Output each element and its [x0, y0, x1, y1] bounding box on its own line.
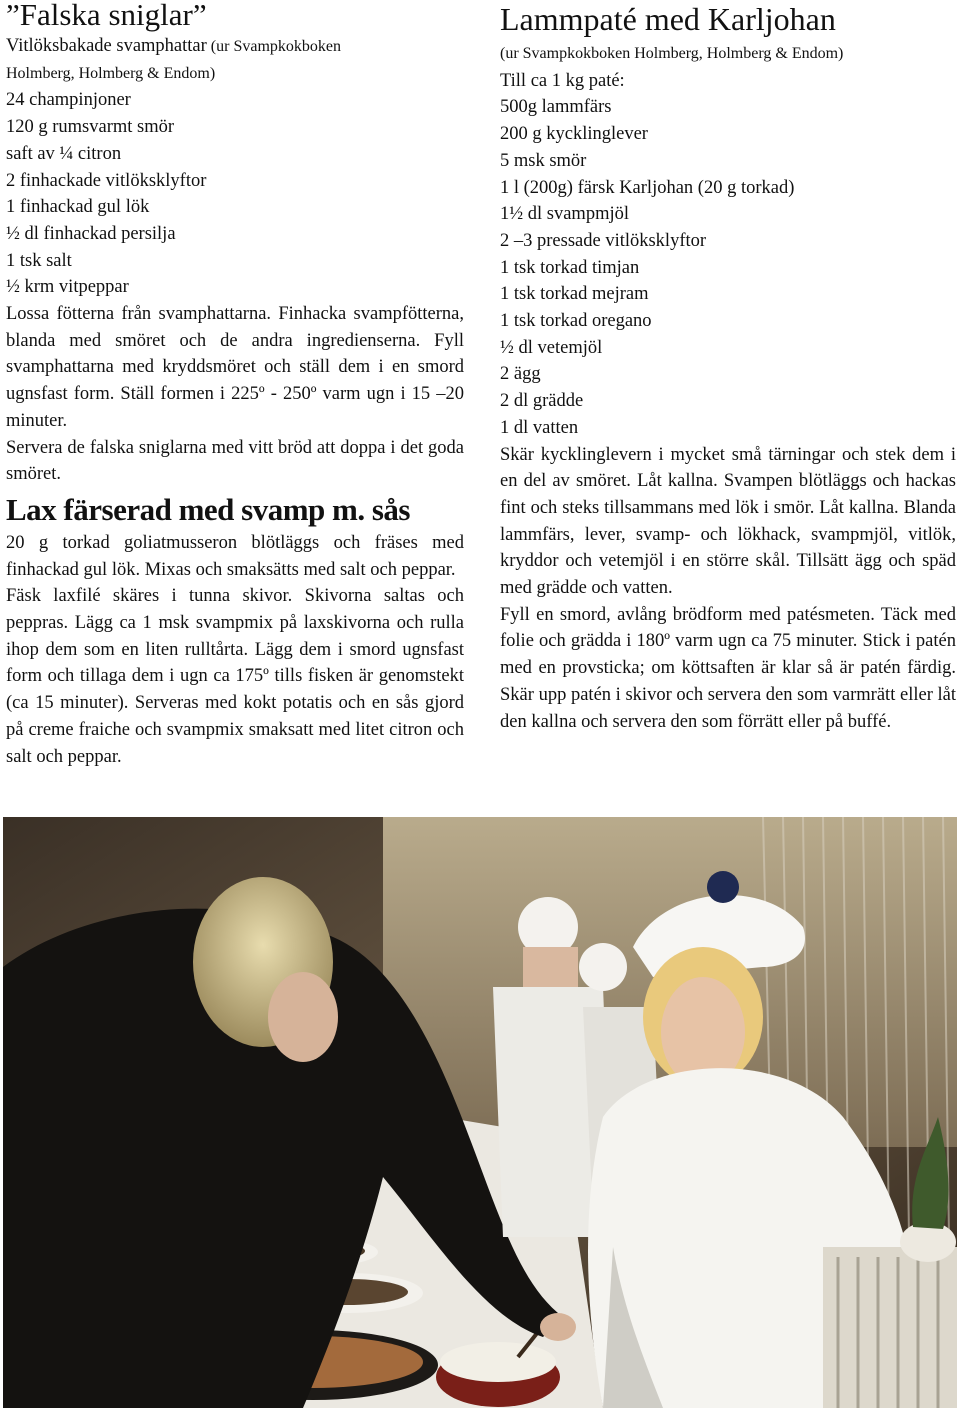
- lammpate-ingredient: 1 dl vatten: [500, 417, 579, 438]
- lammpate-ingredient: 200 g kycklinglever: [500, 124, 648, 145]
- lammpate-method-1: Skär kycklinglevern i mycket små tärningar och stek dem i en del av smöret. Låt kallna. Svampen blötläggs och hackas fint och steks tillsammans med lök i smör. Låt kallna. Blanda lammfärs, lever, svamp- och lökhack, svampmjöl, vitlök, kryddor och vetemjöl i en större skål. Tillsätt ägg och späd med grädde och vatten.: [500, 444, 956, 599]
- lammpate-ingredient: 1½ dl svampmjöl: [500, 204, 629, 225]
- right-column: [500, 0, 956, 735]
- lammpate-ingredient: 2 dl grädde: [500, 391, 584, 412]
- buffet-photo: [3, 817, 957, 1408]
- falska-method-2: Servera de falska sniglarna med vitt bröd att doppa i det goda smöret.: [6, 437, 464, 485]
- lammpate-ingredient: ½ dl vetemjöl: [500, 337, 603, 358]
- lax-para-1: 20 g torkad goliatmusseron blötläggs och fräses med finhackad gul lök. Mixas och smaksätts med salt och peppar.: [6, 532, 464, 580]
- lammpate-ingredient: 1 tsk torkad oregano: [500, 311, 652, 332]
- lammpate-method-2: Fyll en smord, avlång brödform med patésmeten. Täck med folie och grädda i 180º varm ugn ca 75 minuter. Stick i patén med en provsticka; om köttsaften är klar så är patén färdig. Skär upp patén i skivor och servera den som varmrätt eller låt den kallna och servera den som förrätt eller på buffé.: [500, 604, 956, 732]
- falska-ingredient: 2 finhackade vitlöksklyftor: [6, 170, 207, 191]
- lammpate-source: (ur Svampkokboken Holmberg, Holmberg & Endom): [500, 45, 844, 62]
- lammpate-title: Lammpaté med Karljohan: [500, 1, 836, 37]
- lammpate-ingredient: 1 tsk torkad mejram: [500, 284, 649, 305]
- falska-ingredient: 24 champinjoner: [6, 90, 131, 111]
- falska-source-b: Holmberg, Holmberg & Endom): [6, 64, 216, 82]
- lammpate-ingredient: Till ca 1 kg paté:: [500, 70, 625, 91]
- lammpate-ingredient: 5 msk smör: [500, 150, 587, 171]
- lammpate-ingredient: 1 l (200g) färsk Karljohan (20 g torkad): [500, 177, 795, 198]
- lammpate-ingredient: 2 ägg: [500, 364, 541, 385]
- falska-source-a: (ur Svampkokboken: [206, 38, 341, 55]
- falska-ingredient: saft av ¼ citron: [6, 143, 122, 164]
- falska-ingredient: 1 tsk salt: [6, 250, 72, 271]
- lammpate-ingredient: 1 tsk torkad timjan: [500, 257, 640, 278]
- buffet-photo-illustration: [3, 817, 957, 1408]
- lammpate-ingredient: 500g lammfärs: [500, 97, 612, 118]
- lammpate-ingredient: 2 –3 pressade vitlöksklyftor: [500, 230, 707, 251]
- falska-ingredient: ½ krm vitpeppar: [6, 277, 129, 298]
- falska-ingredient: 120 g rumsvarmt smör: [6, 117, 175, 138]
- falska-subtitle: [6, 33, 464, 61]
- falska-sniglar-title: ”Falska sniglar”: [6, 0, 207, 32]
- falska-ingredient: 1 finhackad gul lök: [6, 197, 150, 218]
- falska-ingredient: ½ dl finhackad persilja: [6, 223, 176, 244]
- falska-method-1: Lossa fötterna från svamphattarna. Finhacka svampfötterna, blanda med smöret och de andra ingredienserna. Fyll svamphattarna med kryddsmöret och ställ dem i en smord ugnsfast form. Ställ formen i 225º - 250º varm ugn i 15 –20 minuter.: [6, 304, 464, 431]
- left-column: [6, 0, 464, 770]
- lax-title: Lax färserad med svamp m. sås: [6, 491, 410, 527]
- falska-subtitle-main: Vitlöksbakade svamphattar: [6, 36, 207, 56]
- lax-para-2: Fäsk laxfilé skäres i tunna skivor. Skivorna saltas och peppras. Lägg ca 1 msk svampmix på laxskivorna och rulla ihop dem som en liten rulltårta. Lägg dem i smord ugnsfast form och tillaga dem i ugn ca 175º tills fisken är genomstekt (ca 15 minuter). Serveras med kokt potatis och en sås gjord på creme fraiche och svampmix smaksatt med litet citron och salt och peppar.: [6, 586, 464, 767]
